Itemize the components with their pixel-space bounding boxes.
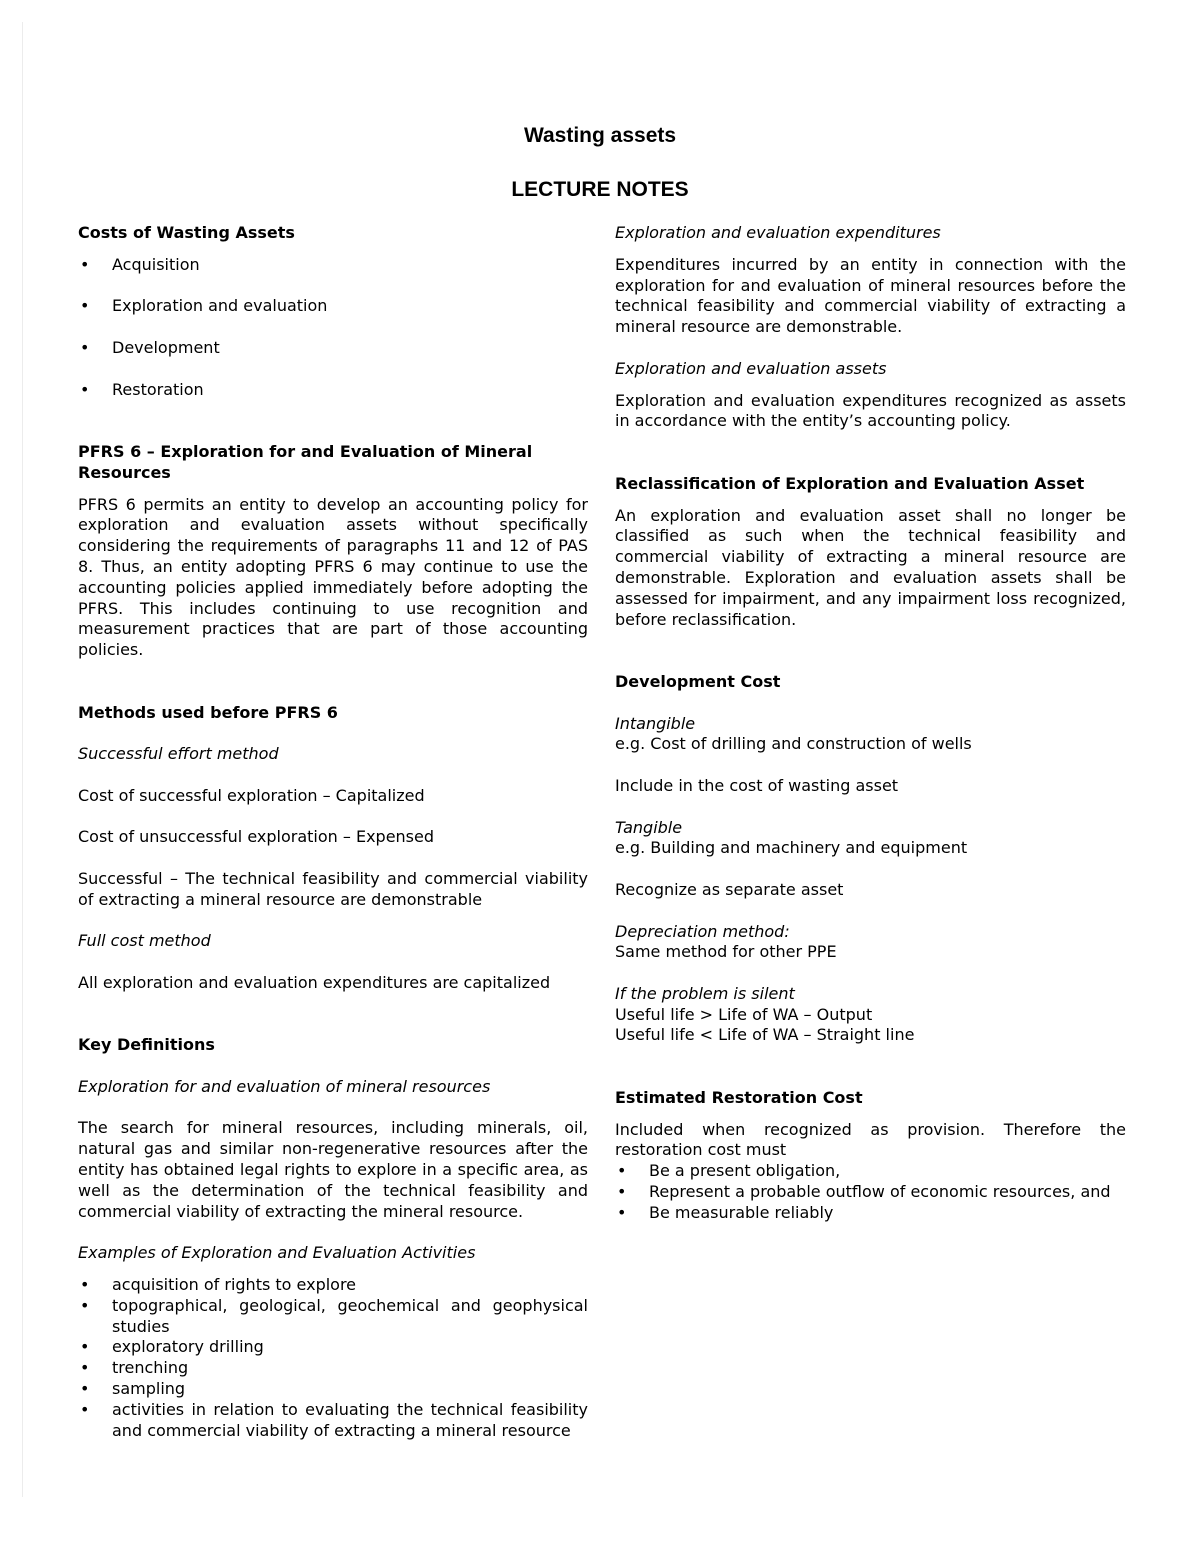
intangible-label: Intangible: [615, 713, 696, 733]
intangible-treatment: Include in the cost of wasting asset: [615, 775, 899, 795]
list-item: • Exploration and evaluation: [78, 296, 588, 317]
full-cost-heading: Full cost method: [78, 931, 211, 951]
document-title: Wasting assets: [523, 124, 677, 147]
list-item: • Be a present obligation,: [615, 1161, 1126, 1182]
ee-assets-body: Exploration and evaluation expenditures recognized as assets in accordance with the entity’s accounting policy.: [615, 390, 1126, 431]
tangible-label: Tangible: [615, 817, 683, 837]
pfrs-heading: PFRS 6 – Exploration for and Evaluation of Mineral Resources: [78, 441, 533, 482]
full-cost-definition: All exploration and evaluation expenditures are capitalized: [78, 972, 551, 992]
development-cost-heading: Development Cost: [615, 671, 781, 691]
list-item: • sampling: [78, 1379, 588, 1400]
ee-assets-heading: Exploration and evaluation assets: [615, 358, 887, 378]
list-item: • acquisition of rights to explore: [78, 1275, 588, 1296]
successful-effort-heading: Successful effort method: [78, 744, 279, 764]
costs-list: [78, 255, 588, 401]
restoration-body: Included when recognized as provision. Therefore the restoration cost must: [615, 1119, 1126, 1160]
exploration-definition-heading: Exploration for and evaluation of mineral resources: [78, 1076, 491, 1096]
list-item: • trenching: [78, 1358, 588, 1379]
methods-heading: Methods used before PFRS 6: [78, 702, 338, 722]
cost-unsuccessful: Cost of unsuccessful exploration – Expensed: [78, 827, 435, 847]
key-definitions-heading: Key Definitions: [78, 1035, 215, 1055]
reclassification-body: An exploration and evaluation asset shall no longer be classified as such when the technical feasibility and commercial viability of extracting a mineral resource are demonstrable. Exploration and evaluation assets shall be assessed for impairment, and any impairment loss recognized, before reclassification.: [615, 505, 1126, 629]
reclassification-heading: Reclassification of Exploration and Evaluation Asset: [615, 473, 1085, 493]
list-item: • exploratory drilling: [78, 1337, 588, 1358]
examples-list: [78, 1275, 588, 1441]
cost-successful: Cost of successful exploration – Capitalized: [78, 785, 425, 805]
right-column: [615, 223, 1126, 1224]
useful-life-straight-line: Useful life < Life of WA – Straight line: [615, 1025, 915, 1045]
list-item: • Be measurable reliably: [615, 1203, 1126, 1224]
list-item: • topographical, geological, geochemical and geophysical studies: [78, 1296, 588, 1338]
exploration-definition-body: The search for mineral resources, including minerals, oil, natural gas and similar non-regenerative resources after the entity has obtained legal rights to explore in a specific area, as well as the determination of the technical feasibility and commercial viability of extracting the mineral resource.: [78, 1118, 588, 1221]
restoration-heading: Estimated Restoration Cost: [615, 1087, 863, 1107]
ee-expenditures-heading: Exploration and evaluation expenditures: [615, 223, 941, 242]
costs-heading: Costs of Wasting Assets: [78, 223, 295, 242]
document-subtitle: LECTURE NOTES: [511, 178, 689, 201]
restoration-list: [615, 1161, 1126, 1223]
depreciation-method-label: Depreciation method:: [615, 921, 790, 941]
examples-heading: Examples of Exploration and Evaluation Activities: [78, 1243, 476, 1263]
list-item: • activities in relation to evaluating the technical feasibility and commercial viability of extracting a mineral resource: [78, 1400, 588, 1442]
if-silent-label: If the problem is silent: [615, 983, 795, 1003]
tangible-example: e.g. Building and machinery and equipment: [615, 838, 968, 858]
list-item: • Development: [78, 338, 588, 359]
depreciation-method-value: Same method for other PPE: [615, 942, 837, 962]
tangible-treatment: Recognize as separate asset: [615, 879, 844, 899]
useful-life-output: Useful life > Life of WA – Output: [615, 1004, 873, 1024]
intangible-example: e.g. Cost of drilling and construction of wells: [615, 734, 972, 754]
pfrs-body: PFRS 6 permits an entity to develop an accounting policy for exploration and evaluation assets without specifically considering the requirements of paragraphs 11 and 12 of PAS 8. Thus, an entity adopting PFRS 6 may continue to use the accounting policies applied immediately before adopting the PFRS. This includes continuing to use recognition and measurement practices that are part of those accounting policies.: [78, 494, 588, 660]
list-item: • Acquisition: [78, 255, 588, 276]
ee-expenditures-body: Expenditures incurred by an entity in connection with the exploration for and evaluation of mineral resources before the technical feasibility and commercial viability of extracting a mineral resource are demonstrable.: [615, 254, 1126, 337]
list-item: • Restoration: [78, 380, 588, 401]
list-item: • Represent a probable outflow of economic resources, and: [615, 1182, 1126, 1203]
successful-definition: Successful – The technical feasibility and commercial viability of extracting a mineral resource are demonstrable: [78, 868, 588, 909]
page-edge-line: [22, 22, 23, 1497]
left-column: [78, 223, 588, 1441]
